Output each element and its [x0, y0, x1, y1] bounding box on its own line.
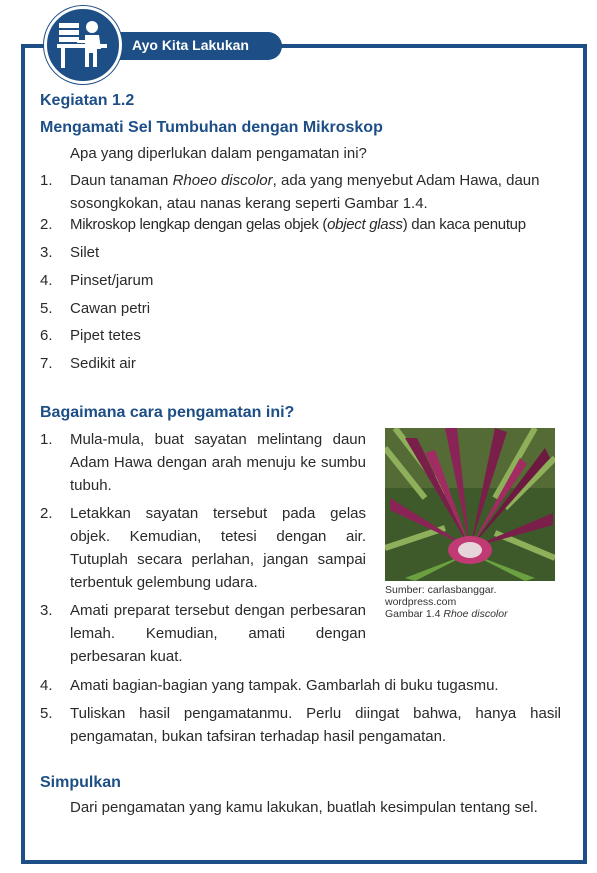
- figure-source: Sumber: carlasbanggar. wordpress.com: [385, 584, 497, 608]
- procedure-step: Amati bagian-bagian yang tampak. Gambarlah di buku tugasmu.: [70, 677, 499, 694]
- activity-code: Kegiatan 1.2: [40, 92, 135, 109]
- list-item: Mikroskop lengkap dengan gelas objek (object glass) dan kaca penutup: [70, 216, 526, 233]
- list-number: 5.: [40, 300, 53, 317]
- list-item: Sedikit air: [70, 355, 136, 372]
- list-item: Silet: [70, 244, 100, 261]
- list-number: 4.: [40, 272, 53, 289]
- list-number: 7.: [40, 355, 53, 372]
- step-number: 3.: [40, 602, 53, 619]
- procedure-heading: Bagaimana cara pengamatan ini?: [40, 404, 295, 421]
- list-number: 2.: [40, 216, 53, 233]
- procedure-step: Letakkan sayatan tersebut pada gelas objek. Kemudian, tetesi dengan air. Tutuplah secara perlahan, jangan sampai terbentuk gelembung udara.: [70, 505, 366, 591]
- step-number: 2.: [40, 505, 53, 522]
- list-number: 1.: [40, 172, 53, 189]
- list-item: Pipet tetes: [70, 327, 141, 344]
- study-icon: [44, 6, 122, 84]
- activity-title: Mengamati Sel Tumbuhan dengan Mikroskop: [40, 119, 383, 136]
- figure-label: Gambar 1.4 Rhoe discolor: [385, 608, 508, 620]
- procedure-step: Tuliskan hasil pengamatanmu. Perlu diingat bahwa, hanya hasil pengamatan, bukan tafsiran terhadap hasil pengamatan.: [70, 705, 561, 745]
- step-number: 4.: [40, 677, 53, 694]
- conclusion-heading: Simpulkan: [40, 774, 121, 791]
- conclusion-text: Dari pengamatan yang kamu lakukan, buatlah kesimpulan tentang sel.: [70, 799, 538, 816]
- procedure-step: Amati preparat tersebut dengan perbesaran lemah. Kemudian, amati dengan perbesaran kuat.: [70, 602, 366, 665]
- step-number: 1.: [40, 431, 53, 448]
- list-item: Cawan petri: [70, 300, 151, 317]
- badge-label: Ayo Kita Lakukan: [132, 37, 249, 53]
- step-number: 5.: [40, 705, 53, 722]
- materials-question: Apa yang diperlukan dalam pengamatan ini?: [70, 145, 367, 162]
- list-item: Daun tanaman Rhoeo discolor, ada yang menyebut Adam Hawa, daun sosongkokan, atau nanas kerang seperti Gambar 1.4.: [70, 172, 540, 212]
- figure-caption: [385, 584, 515, 620]
- procedure-step: Mula-mula, buat sayatan melintang daun Adam Hawa dengan arah menuju ke sumbu tubuh.: [70, 431, 366, 494]
- rhoeo-discolor-photo: [385, 428, 555, 581]
- list-number: 6.: [40, 327, 53, 344]
- list-number: 3.: [40, 244, 53, 261]
- list-item: Pinset/jarum: [70, 272, 154, 289]
